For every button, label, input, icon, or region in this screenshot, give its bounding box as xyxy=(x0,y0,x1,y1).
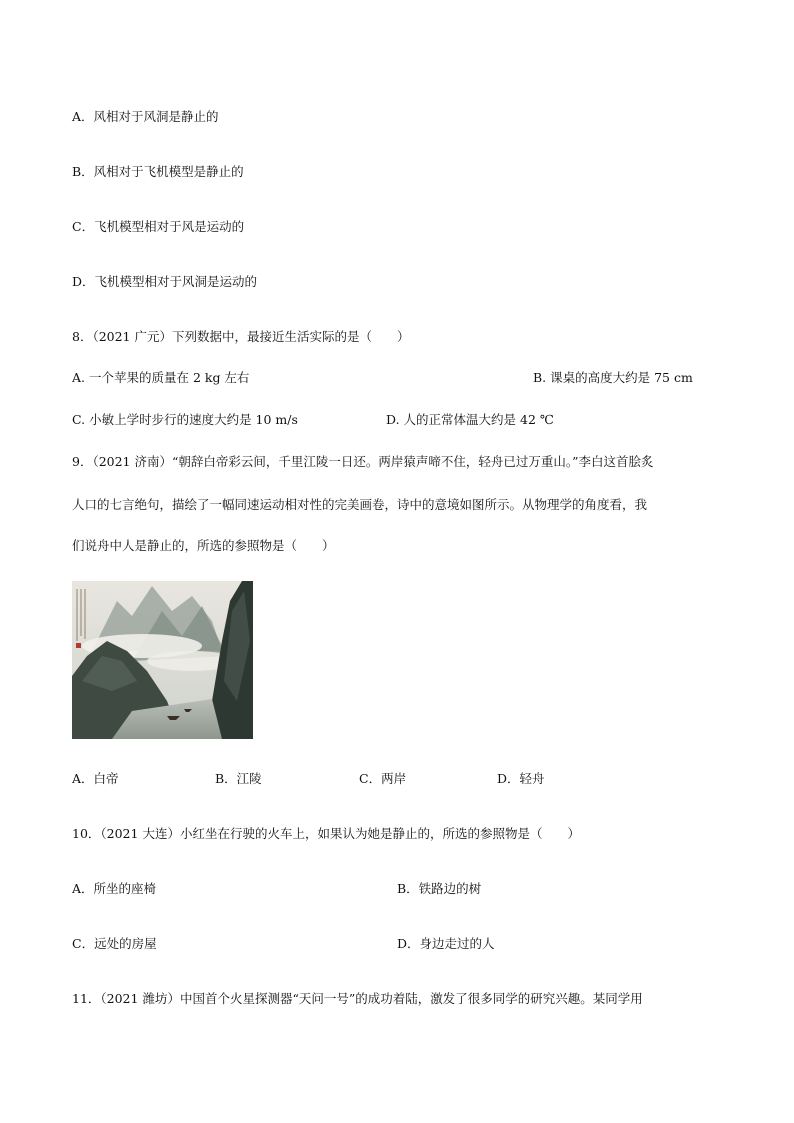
q9-stem-line-3: 们说舟中人是静止的，所选的参照物是（ ） xyxy=(72,538,335,553)
q8-option-c: C. 小敏上学时步行的速度大约是 10 m/s xyxy=(72,412,298,427)
q10-stem: 10．（2021 大连）小红坐在行驶的火车上，如果认为她是静止的，所选的参照物是（ ） xyxy=(72,826,580,841)
landscape-painting-image xyxy=(72,581,253,739)
q9-stem-line-2: 人口的七言绝句，描绘了一幅同速运动相对性的完美画卷，诗中的意境如图所示。从物理学的角度看，我 xyxy=(72,497,648,512)
q8-option-a: A. 一个苹果的质量在 2 kg 左右 xyxy=(72,370,250,385)
q7-option-d: D．飞机模型相对于风洞是运动的 xyxy=(72,274,258,289)
q7-option-a: A．风相对于风洞是静止的 xyxy=(72,109,219,124)
q8-stem: 8．（2021 广元）下列数据中，最接近生活实际的是（ ） xyxy=(72,329,410,344)
q10-option-a: A．所坐的座椅 xyxy=(72,881,157,896)
q10-option-b: B．铁路边的树 xyxy=(397,881,482,896)
q11-stem: 11．（2021 潍坊）中国首个火星探测器“天问一号”的成功着陆，激发了很多同学的研究兴趣。某同学用 xyxy=(72,991,643,1006)
q7-option-b: B．风相对于飞机模型是静止的 xyxy=(72,164,244,179)
q7-option-c: C．飞机模型相对于风是运动的 xyxy=(72,219,245,234)
q10-option-c: C．远处的房屋 xyxy=(72,936,157,951)
q9-option-c: C．两岸 xyxy=(359,771,407,786)
q9-stem-line-1: 9．（2021 济南）“朝辞白帝彩云间，千里江陵一日还。两岸猿声啼不住，轻舟已过万重山。”李白这首脍炙 xyxy=(72,454,654,469)
q9-option-d: D．轻舟 xyxy=(497,771,545,786)
q9-option-b: B．江陵 xyxy=(215,771,262,786)
q10-option-d: D．身边走过的人 xyxy=(397,936,495,951)
q8-option-d: D. 人的正常体温大约是 42 ℃ xyxy=(386,412,554,427)
landscape-painting-svg xyxy=(72,581,253,739)
q9-option-a: A．白帝 xyxy=(72,771,119,786)
q8-option-b: B. 课桌的高度大约是 75 cm xyxy=(533,370,693,385)
